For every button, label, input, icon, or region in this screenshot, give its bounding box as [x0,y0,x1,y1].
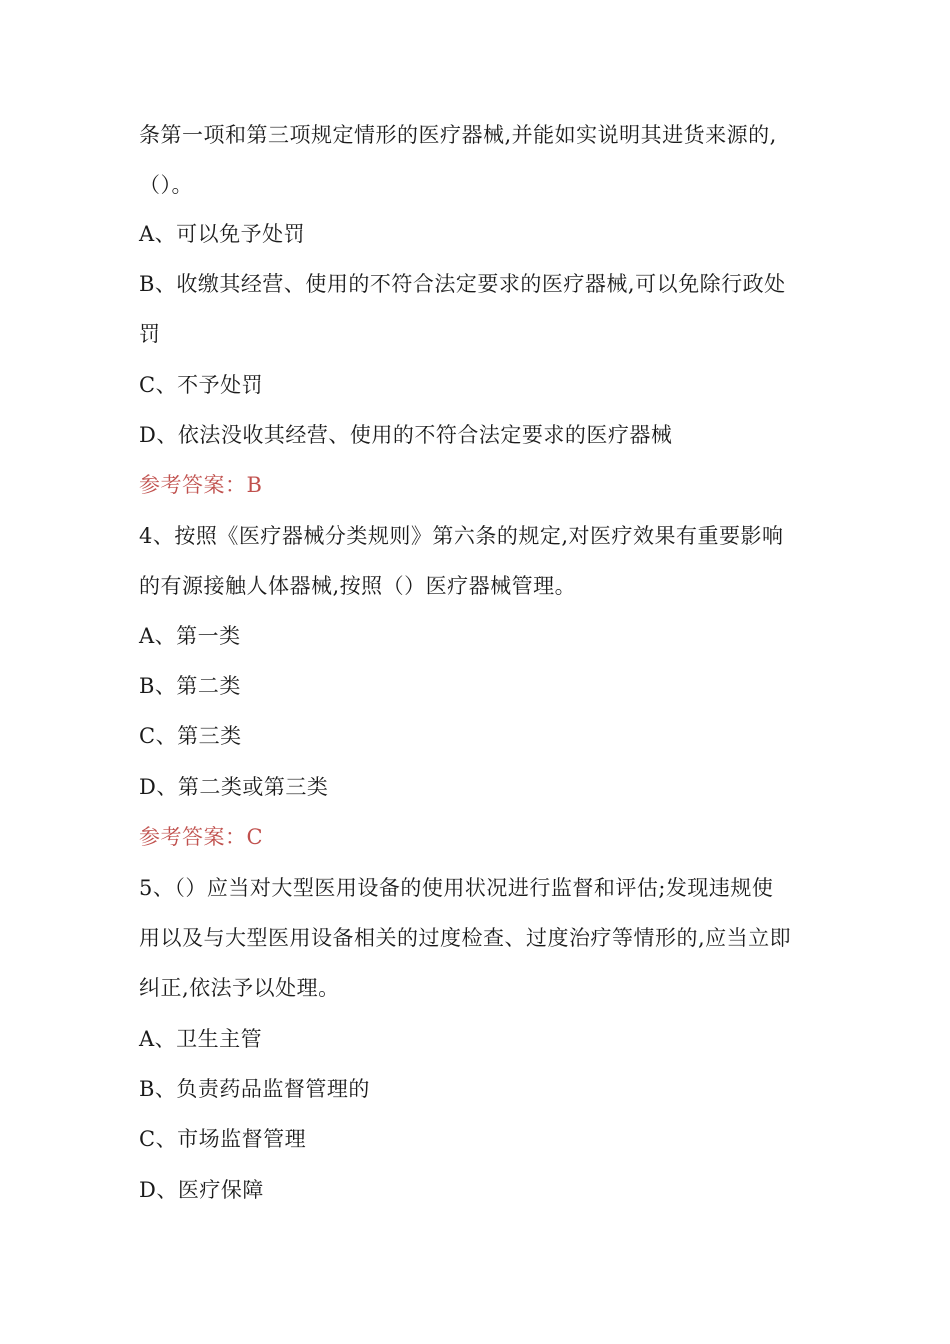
q3-option-b: B、收缴其经营、使用的不符合法定要求的医疗器械,可以免除行政处 [139,272,786,296]
q3-option-d: D、依法没收其经营、使用的不符合法定要求的医疗器械 [139,423,673,447]
q3-option-a: A、可以免予处罚 [139,222,306,246]
q3-option-b-continued: 罚 [139,322,161,346]
q5-stem-line2: 用以及与大型医用设备相关的过度检查、过度治疗等情形的,应当立即 [139,926,792,950]
q5-option-a: A、卫生主管 [139,1027,263,1051]
q4-option-d: D、第二类或第三类 [139,775,329,799]
q5-option-b: B、负责药品监督管理的 [139,1077,370,1101]
q5-stem-line1: 5、（）应当对大型医用设备的使用状况进行监督和评估;发现违规使 [139,876,774,900]
q4-option-a: A、第一类 [139,624,241,648]
q4-stem-line2: 的有源接触人体器械,按照（）医疗器械管理。 [139,574,577,598]
q3-answer: 参考答案：B [139,473,263,497]
q5-option-c: C、市场监督管理 [139,1127,307,1151]
q4-stem-line1: 4、按照《医疗器械分类规则》第六条的规定,对医疗效果有重要影响 [139,524,784,548]
q3-option-c: C、不予处罚 [139,373,264,397]
q4-option-c: C、第三类 [139,724,242,748]
q3-stem-line1: 条第一项和第三项规定情形的医疗器械,并能如实说明其进货来源的, [139,123,777,147]
q4-answer: 参考答案：C [139,825,264,849]
q3-stem-line2: （）。 [139,173,193,197]
q5-option-d: D、医疗保障 [139,1178,264,1202]
q5-stem-line3: 纠正,依法予以处理。 [139,976,340,1000]
q4-option-b: B、第二类 [139,674,241,698]
